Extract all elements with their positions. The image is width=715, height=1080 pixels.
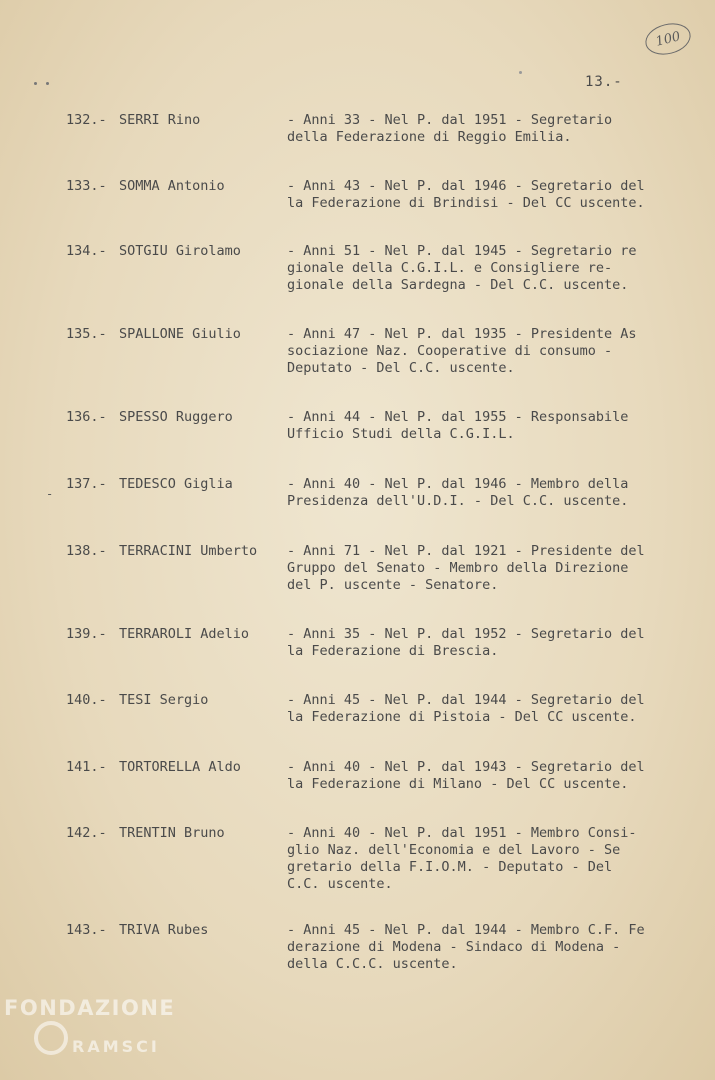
description-line: la Federazione di Milano - Del CC uscente. (287, 776, 629, 792)
description-line: - Anni 43 - Nel P. dal 1946 - Segretario del (287, 178, 645, 194)
candidate-description (287, 825, 637, 893)
candidate-name: SPALLONE Giulio (119, 326, 241, 342)
description-line: Gruppo del Senato - Membro della Direzione (287, 560, 629, 576)
description-line: Ufficio Studi della C.G.I.L. (287, 426, 515, 442)
watermark-line1: FONDAZIONE (4, 996, 176, 1020)
ink-speck (519, 71, 522, 74)
description-line: gionale della C.G.I.L. e Consigliere re- (287, 260, 613, 276)
margin-mark: - (46, 487, 54, 501)
description-line: Deputato - Del C.C. uscente. (287, 360, 515, 376)
description-line: la Federazione di Pistoia - Del CC uscente. (287, 709, 637, 725)
description-line: - Anni 45 - Nel P. dal 1944 - Segretario del (287, 692, 645, 708)
candidate-description (287, 922, 645, 973)
description-line: sociazione Naz. Cooperative di consumo - (287, 343, 613, 359)
description-line: - Anni 33 - Nel P. dal 1951 - Segretario (287, 112, 613, 128)
entry-number: 133.- (66, 178, 107, 194)
description-line: derazione di Modena - Sindaco di Modena - (287, 939, 621, 955)
candidate-name: SPESSO Ruggero (119, 409, 233, 425)
candidate-description (287, 759, 645, 793)
description-line: - Anni 40 - Nel P. dal 1951 - Membro Consi- (287, 825, 637, 841)
candidate-name: TESI Sergio (119, 692, 209, 708)
description-line: - Anni 45 - Nel P. dal 1944 - Membro C.F. Fe (287, 922, 645, 938)
candidate-name: SOMMA Antonio (119, 178, 225, 194)
description-line: - Anni 40 - Nel P. dal 1943 - Segretario del (287, 759, 645, 775)
candidate-description (287, 626, 645, 660)
entry-number: 138.- (66, 543, 107, 559)
ink-speck (34, 82, 37, 85)
candidate-description (287, 243, 637, 294)
archive-stamp: 100 (642, 19, 694, 59)
description-line: gretario della F.I.O.M. - Deputato - Del (287, 859, 613, 875)
candidate-description (287, 476, 628, 510)
description-line: - Anni 51 - Nel P. dal 1945 - Segretario re (287, 243, 637, 259)
description-line: della Federazione di Reggio Emilia. (287, 129, 572, 145)
entry-number: 139.- (66, 626, 107, 642)
candidate-description (287, 326, 637, 377)
page-number: 13.- (585, 74, 623, 90)
entry-number: 134.- (66, 243, 107, 259)
candidate-description (287, 543, 645, 594)
candidate-description (287, 692, 645, 726)
entry-number: 143.- (66, 922, 107, 938)
description-line: la Federazione di Brescia. (287, 643, 499, 659)
description-line: - Anni 47 - Nel P. dal 1935 - Presidente As (287, 326, 637, 342)
candidate-name: SERRI Rino (119, 112, 201, 128)
description-line: - Anni 71 - Nel P. dal 1921 - Presidente del (287, 543, 645, 559)
entry-number: 135.- (66, 326, 107, 342)
description-line: la Federazione di Brindisi - Del CC uscente. (287, 195, 645, 211)
entry-number: 132.- (66, 112, 107, 128)
description-line: gionale della Sardegna - Del C.C. uscente. (287, 277, 629, 293)
description-line: - Anni 35 - Nel P. dal 1952 - Segretario del (287, 626, 645, 642)
entry-number: 140.- (66, 692, 107, 708)
candidate-description (287, 112, 612, 146)
candidate-name: TEDESCO Giglia (119, 476, 233, 492)
description-line: - Anni 44 - Nel P. dal 1955 - Responsabile (287, 409, 629, 425)
candidate-name: TERRACINI Umberto (119, 543, 258, 559)
candidate-name: SOTGIU Girolamo (119, 243, 241, 259)
ink-speck (46, 82, 49, 85)
watermark-logo (4, 998, 175, 1055)
description-line: del P. uscente - Senatore. (287, 577, 499, 593)
entry-number: 142.- (66, 825, 107, 841)
candidate-name: TRIVA Rubes (119, 922, 209, 938)
entry-number: 136.- (66, 409, 107, 425)
candidate-name: TRENTIN Bruno (119, 825, 225, 841)
description-line: Presidenza dell'U.D.I. - Del C.C. uscente. (287, 493, 629, 509)
watermark-line2: RAMSCI (72, 1037, 160, 1056)
candidate-name: TORTORELLA Aldo (119, 759, 241, 775)
candidate-description (287, 409, 628, 443)
candidate-description (287, 178, 645, 212)
entry-number: 141.- (66, 759, 107, 775)
description-line: - Anni 40 - Nel P. dal 1946 - Membro della (287, 476, 629, 492)
candidate-name: TERRAROLI Adelio (119, 626, 250, 642)
watermark-g-icon (34, 1021, 68, 1055)
description-line: glio Naz. dell'Economia e del Lavoro - Se (287, 842, 621, 858)
description-line: C.C. uscente. (287, 876, 393, 892)
entry-number: 137.- (66, 476, 107, 492)
description-line: della C.C.C. uscente. (287, 956, 458, 972)
